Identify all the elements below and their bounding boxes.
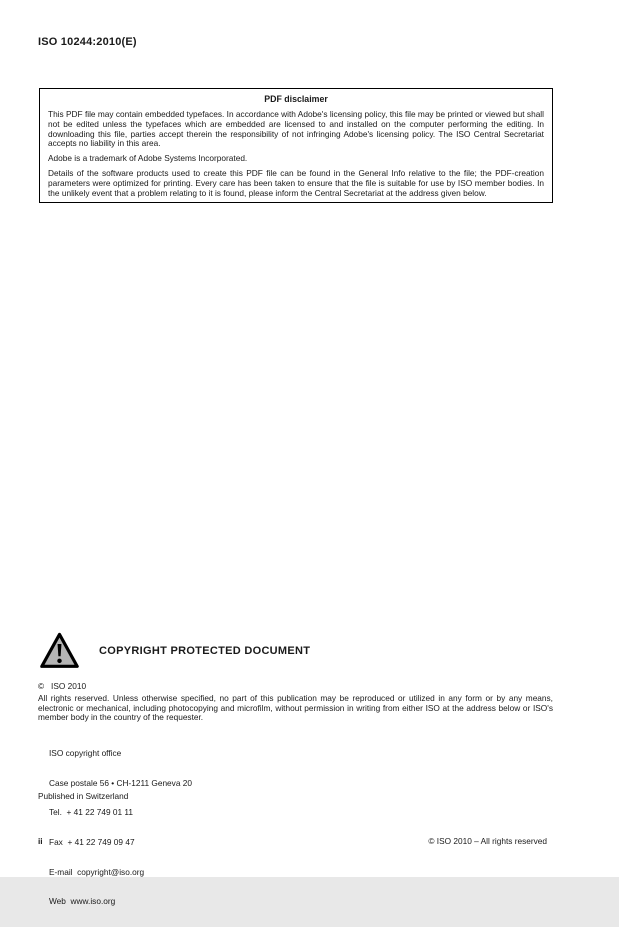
rights-statement: All rights reserved. Unless otherwise specified, no part of this publication may be reproduced or utilized in any form or by any means, electronic or mechanical, including photocopying and microfilm, without permission in writing from either ISO at the address below or ISO's member body in the country of the requester.	[38, 693, 553, 723]
address-line-office: ISO copyright office	[49, 747, 122, 758]
disclaimer-paragraph-2: Adobe is a trademark of Adobe Systems Incorporated.	[48, 153, 248, 164]
disclaimer-paragraph-3: Details of the software products used to create this PDF file can be found in the General Info relative to the file; the PDF-creation parameters were optimized for printing. Every care has been taken to ensure that the file is suitable for use by ISO member bodies. In the unlikely event that a problem relating to it is found, please inform the Central Secretariat at the address given below.	[48, 167, 544, 198]
address-line-web: Web www.iso.org	[49, 896, 116, 907]
page-footer	[38, 836, 547, 846]
iso-address-block	[49, 729, 192, 927]
disclaimer-title: PDF disclaimer	[264, 94, 328, 104]
copyright-heading: COPYRIGHT PROTECTED DOCUMENT	[99, 644, 311, 657]
address-line-tel: Tel. + 41 22 749 01 11	[49, 807, 134, 818]
footer-copyright: © ISO 2010 – All rights reserved	[428, 836, 547, 846]
published-line: Published in Switzerland	[38, 791, 129, 801]
disclaimer-paragraph-1: This PDF file may contain embedded typefaces. In accordance with Adobe's licensing policy, this file may be printed or viewed but shall not be edited unless the typefaces which are embedded are licensed to and installed on the computer performing the editing. In downloading this file, parties accept therein the responsibility of not infringing Adobe's licensing policy. The ISO Central Secretariat accepts no liability in this area.	[48, 109, 544, 149]
document-reference: ISO 10244:2010(E)	[38, 36, 137, 48]
warning-triangle-icon	[39, 631, 80, 670]
address-line-fax: Fax + 41 22 749 09 47	[49, 836, 135, 847]
copyright-banner	[39, 631, 310, 670]
pdf-disclaimer-box	[39, 88, 553, 203]
address-line-email: E-mail copyright@iso.org	[49, 866, 145, 877]
page-number: ii	[38, 836, 43, 846]
address-line-postal: Case postale 56 • CH-1211 Geneva 20	[49, 777, 192, 788]
copyright-year-line: © ISO 2010	[38, 681, 87, 691]
